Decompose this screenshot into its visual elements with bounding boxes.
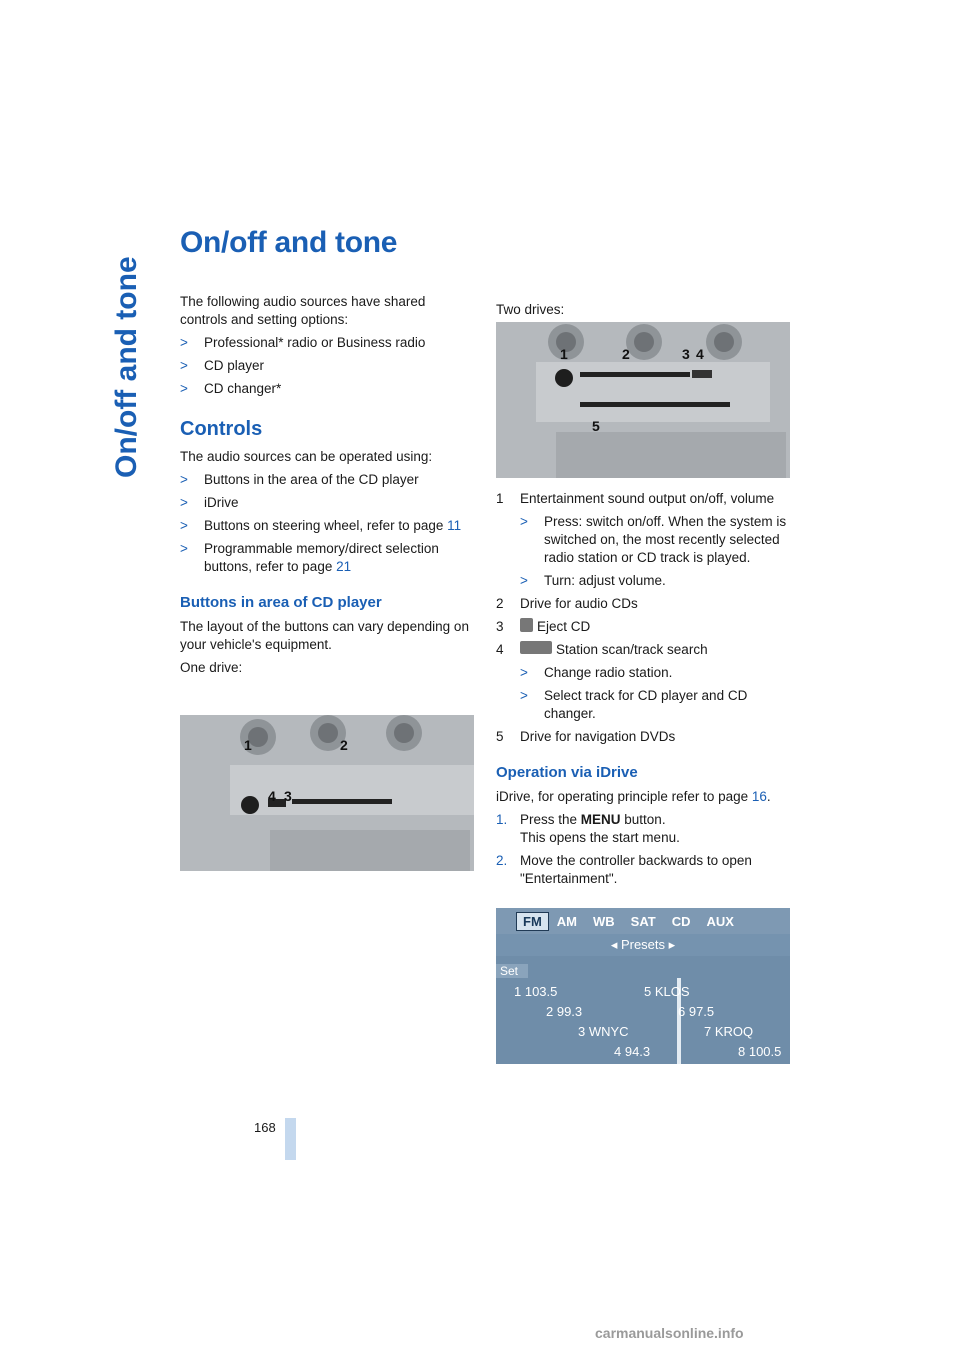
page-number: 168	[254, 1120, 276, 1135]
legend-item: 3 Eject CD	[496, 619, 591, 634]
tab-am[interactable]: AM	[556, 913, 577, 929]
controls-intro: The audio sources can be operated using:	[180, 449, 433, 464]
tab-wb[interactable]: WB	[593, 913, 615, 929]
page-title: On/off and tone	[180, 226, 398, 259]
preset-item[interactable]: 1 103.5	[514, 984, 558, 999]
controls-item: > Programmable memory/direct selection buttons, refer to page 21	[180, 541, 439, 574]
two-drives-label: Two drives:	[496, 302, 565, 317]
step-item: 2. Move the controller backwards to open "Entertainment".	[496, 853, 752, 886]
step-item: 1. Press the MENU button. This opens the start menu.	[496, 812, 680, 845]
controls-heading: Controls	[180, 418, 263, 440]
callout-label: 3	[682, 346, 690, 362]
page-link[interactable]: 16	[751, 789, 767, 804]
legend-item: 1 Entertainment sound output on/off, volume	[496, 491, 775, 506]
tab-aux[interactable]: AUX	[706, 913, 734, 929]
idrive-intro: iDrive, for operating principle refer to page 16.	[496, 789, 771, 804]
presets-header[interactable]: ◂ Presets ▸	[496, 934, 790, 956]
one-drive-label: One drive:	[180, 660, 243, 675]
page-marker-bar	[285, 1118, 296, 1160]
set-button[interactable]: Set	[496, 964, 528, 978]
callout-label: 3	[284, 788, 292, 804]
preset-item[interactable]: 2 99.3	[546, 1004, 583, 1019]
legend-subitem: > Turn: adjust volume.	[520, 573, 666, 588]
source-item: > CD player	[180, 358, 265, 373]
idrive-heading: Operation via iDrive	[496, 764, 638, 781]
legend-item: 5 Drive for navigation DVDs	[496, 729, 676, 744]
one-drive-photo	[180, 715, 474, 871]
callout-label: 2	[622, 346, 630, 362]
tab-cd[interactable]: CD	[671, 913, 691, 929]
legend-subitem: > Change radio station.	[520, 665, 673, 680]
controls-item: > iDrive	[180, 495, 239, 510]
callout-label: 4	[268, 788, 276, 804]
cd-buttons-heading: Buttons in area of CD player	[180, 594, 382, 611]
side-title	[92, 230, 152, 480]
preset-item[interactable]: 4 94.3	[614, 1044, 651, 1059]
cd-buttons-text: The layout of the buttons can vary depending on your vehicle's equipment.	[180, 619, 469, 652]
eject-icon	[520, 618, 533, 632]
legend	[496, 490, 796, 893]
page-link[interactable]: 21	[336, 559, 352, 574]
callout-label: 2	[340, 737, 348, 753]
callout-label: 4	[696, 346, 704, 362]
controls-item: > Buttons on steering wheel, refer to page 11	[180, 518, 462, 533]
controls-item: > Buttons in the area of the CD player	[180, 472, 419, 487]
page-link[interactable]: 11	[447, 518, 462, 533]
left-column	[180, 293, 475, 682]
callout-label: 5	[592, 418, 600, 434]
legend-item: 4 Station scan/track search	[496, 642, 708, 657]
legend-item: 2 Drive for audio CDs	[496, 596, 638, 611]
source-item: > CD changer*	[180, 381, 282, 396]
preset-item[interactable]: 8 100.5	[738, 1044, 782, 1059]
watermark: carmanualsonline.info	[595, 1325, 744, 1341]
preset-item[interactable]: 3 WNYC	[578, 1024, 629, 1039]
two-drives-label-wrap	[496, 301, 796, 324]
preset-item[interactable]: 5 KLOS	[644, 984, 690, 999]
preset-item[interactable]: 6 97.5	[678, 1004, 715, 1019]
intro-text: The following audio sources have shared controls and setting options:	[180, 294, 426, 327]
callout-label: 1	[244, 737, 252, 753]
side-title-text: On/off and tone	[110, 256, 143, 478]
idrive-screen	[496, 908, 790, 1064]
callout-label: 1	[560, 346, 568, 362]
menu-key-icon: MENU	[580, 812, 621, 827]
legend-subitem: > Press: switch on/off. When the system is switched on, the most recently selected radio station or CD track is played.	[520, 514, 787, 565]
source-tabs	[496, 908, 790, 934]
tab-sat[interactable]: SAT	[630, 913, 656, 929]
two-drives-photo	[496, 322, 790, 478]
preset-item[interactable]: 7 KROQ	[704, 1024, 754, 1039]
tab-fm[interactable]: FM	[516, 912, 549, 931]
source-item: > Professional* radio or Business radio	[180, 335, 426, 350]
legend-subitem: > Select track for CD player and CD changer.	[520, 688, 748, 721]
seek-buttons-icon	[520, 641, 552, 654]
